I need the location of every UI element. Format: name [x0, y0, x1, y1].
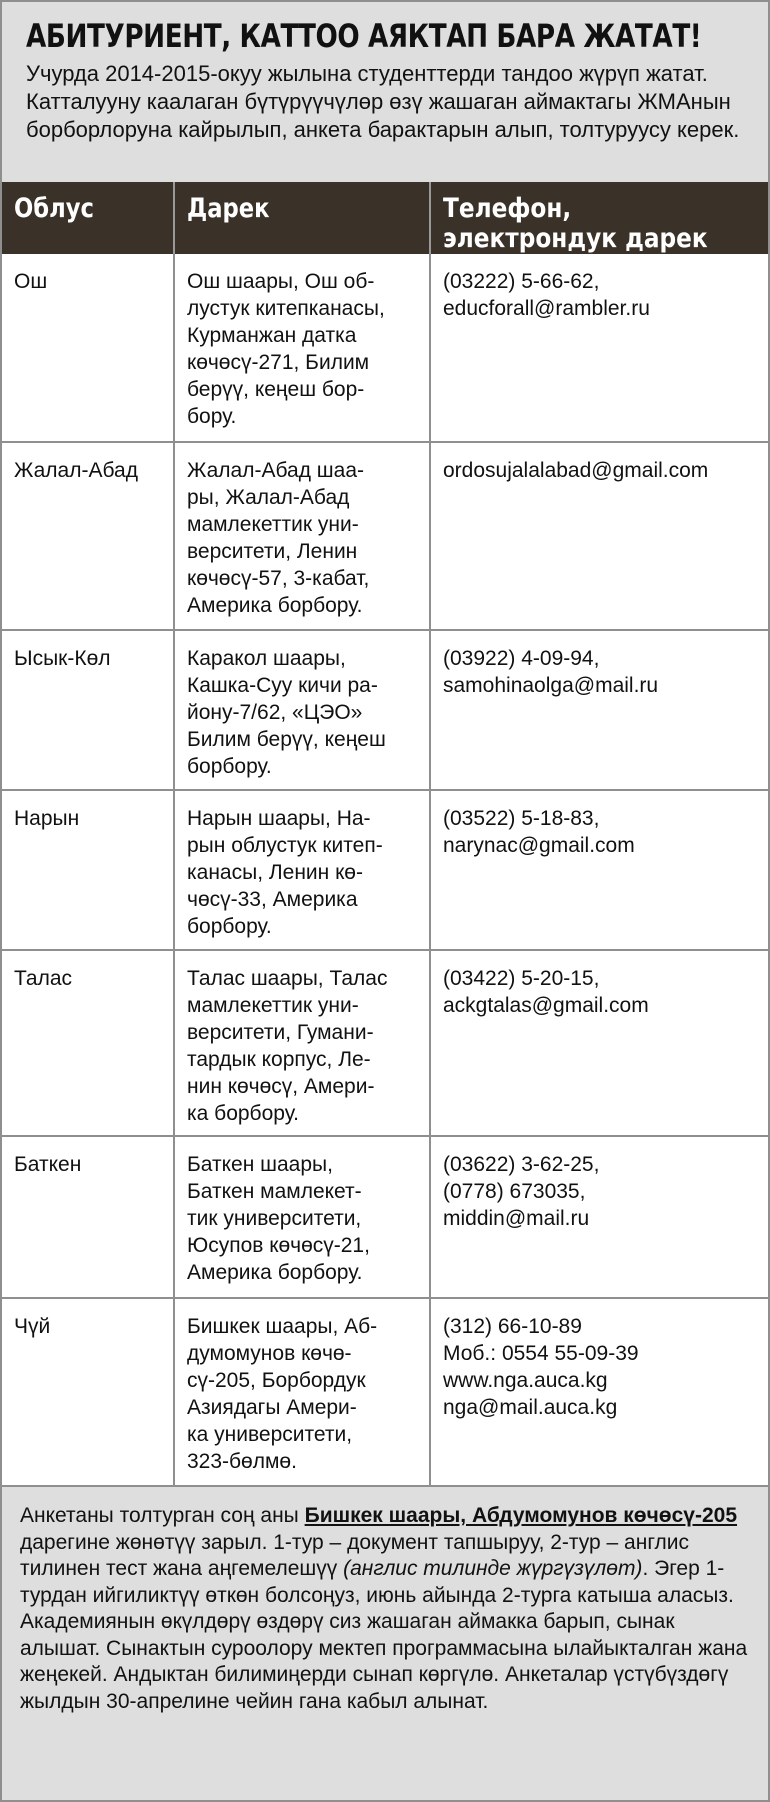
submission-address: Бишкек шаары, Абдумомунов көчөсү-205	[304, 1504, 738, 1527]
address-cell: Ош шаары, Ош об- лустук китепканасы, Курманжан датка көчөсү-271, Билим берүү, кеңеш бор- бору.	[174, 254, 430, 442]
address-cell: Каракол шаары, Кашка-Суу кичи ра- йону-7/62, «ЦЭО» Билим берүү, кеңеш борбору.	[174, 630, 430, 790]
contact-cell: (312) 66-10-89 Моб.: 0554 55-09-39 www.nga.auca.kg nga@mail.auca.kg	[430, 1298, 768, 1486]
header-address-label: Дарек	[187, 193, 270, 224]
header-region	[2, 182, 174, 254]
region-cell: Ош	[2, 254, 174, 442]
region-cell: Чүй	[2, 1298, 174, 1486]
region-cell: Жалал-Абад	[2, 442, 174, 630]
table-row	[2, 950, 768, 1136]
header-contact	[430, 182, 768, 254]
contact-cell: (03222) 5-66-62, educforall@rambler.ru	[430, 254, 768, 442]
region-cell: Нарын	[2, 790, 174, 950]
table-row	[2, 630, 768, 790]
footer-tail: . Эгер 1-турдан ийгиликтүү өткөн болсоңуз, июнь айында 2-турга катыша аласыз. Академиянын өкүлдөрү өздөрү сиз жашаган аймакка барып, сынак алышат. Сынактын суроолору мектеп программасына ылайыкталган жана жеңекей. Андыктан билимиңерди сынап көргүлө. Анкеталар үстүбүздөгү жылдын 30-апрелине чейин гана кабыл алынат.	[20, 1557, 748, 1713]
header-region-label: Облус	[14, 193, 94, 224]
footer-mid: дарегине жөнөтүү зарыл. 1-тур – документ тапшыруу, 2-тур – англис тилинен тест жана аңгемелешүү	[20, 1530, 690, 1580]
contact-cell: (03922) 4-09-94, samohinaolga@mail.ru	[430, 630, 768, 790]
header-address	[174, 182, 430, 254]
address-cell: Жалал-Абад шаа- ры, Жалал-Абад мамлекеттик уни- верситети, Ленин көчөсү-57, 3-кабат, Америка борбору.	[174, 442, 430, 630]
contact-cell: (03422) 5-20-15, ackgtalas@gmail.com	[430, 950, 768, 1136]
contact-cell: (03522) 5-18-83, narynac@gmail.com	[430, 790, 768, 950]
table-row	[2, 442, 768, 630]
article-title: АБИТУРИЕНТ, КАТТОО АЯКТАП БАРА ЖАТАТ!	[26, 17, 702, 55]
table-row	[2, 1136, 768, 1298]
address-cell: Талас шаары, Талас мамлекеттик уни- верситети, Гумани- тардык корпус, Ле- нин көчөсү, Амери- ка борбору.	[174, 950, 430, 1136]
address-cell: Баткен шаары, Баткен мамлекет- тик университети, Юсупов көчөсү-21, Америка борбору.	[174, 1136, 430, 1298]
table-row	[2, 1298, 768, 1486]
region-cell: Баткен	[2, 1136, 174, 1298]
footer-italic-note: (англис тилинде жүргүзүлөт)	[343, 1557, 643, 1580]
address-cell: Нарын шаары, На- рын облустук китеп- канасы, Ленин кө- чөсү-33, Америка борбору.	[174, 790, 430, 950]
region-cell: Ысык-Көл	[2, 630, 174, 790]
intro-paragraph: Учурда 2014-2015-окуу жылына студенттерди тандоо жүрүп жатат. Катталууну каалаган бүтүрүүчүлөр өзү жашаган аймактагы ЖМАнын борборлоруна кайрылып, анкета барактарын алып, толтуруусу керек.	[26, 61, 740, 142]
footer-lead: Анкетаны толтурган соң аны	[20, 1504, 305, 1527]
table-row	[2, 254, 768, 442]
regional-offices-table	[2, 182, 768, 1487]
region-cell: Талас	[2, 950, 174, 1136]
address-cell: Бишкек шаары, Аб- думомунов көчө- сү-205, Борбордук Азиядагы Амери- ка университети, 323-бөлмө.	[174, 1298, 430, 1486]
contact-cell: ordosujalalabad@gmail.com	[430, 442, 768, 630]
header-contact-label: Телефон, электрондук дарек	[443, 193, 708, 254]
footer-paragraph	[2, 1487, 768, 1715]
contact-cell: (03622) 3-62-25, (0778) 673035, middin@mail.ru	[430, 1136, 768, 1298]
table-header-row	[2, 182, 768, 254]
article-header	[2, 2, 768, 182]
table-row	[2, 790, 768, 950]
